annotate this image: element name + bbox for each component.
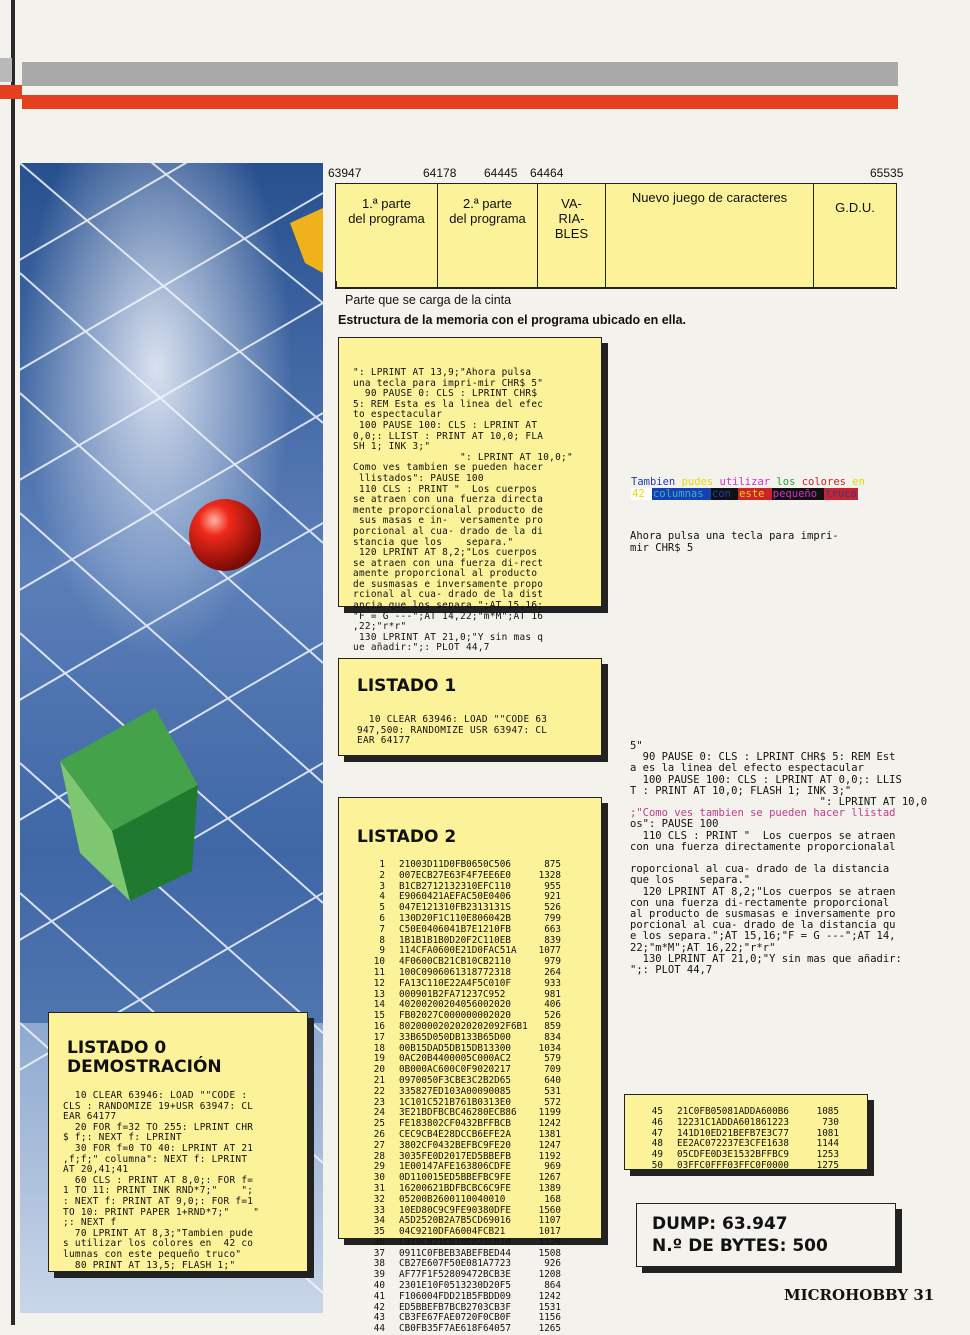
line-number: 45	[651, 1106, 663, 1117]
printer-line: con una fuerza di-rectamente proporcional	[630, 896, 890, 909]
listing-row	[635, 1118, 839, 1129]
listing-row	[357, 979, 561, 990]
hex-data: A5D2520B2A7B5CD69016	[399, 1215, 511, 1227]
coloured-word: con	[711, 488, 738, 500]
byte-count: N.º DE BYTES: 500	[652, 1236, 828, 1256]
line-number: 31	[373, 1182, 385, 1194]
printer-line: al producto de susmasas e inversamente pro	[630, 908, 896, 921]
code-listing-text: ": LPRINT AT 13,9;"Ahora pulsa una tecla para impri-mir CHR$ 5" 90 PAUSE 0: CLS : LPRINT CHR$ 5: REM Esta es la linea del efec to espectacular 100 PAUSE 100: CLS : LPRINT AT 0,0;: LLIST : PRINT AT 10,0; FLA SH 1; INK 3;" ": LPRINT AT 10,0;" Como ves tambien se pueden hacer llistados": PAUSE 100 110 CLS : PRINT " Los cuerpos se atraen con una fuerza directa mente proporcionalal producto de sus masas e in- versamente pro porcional al cua- drado de la di stancia que los separa." 120 LPRINT AT 8,2;"Los cuerpos se atraen con una fuerza di-rect amente proporcional al producto de susmasas e inversamente propo rcional al cua- drado de la dist ancia que los separa.";AT 15,16; "F = G ---";AT 14,22;"m*M";AT 16 ,22;"r*r" 130 LPRINT AT 21,0;"Y sin mas q ue añadir:";: PLOT 44,7	[353, 367, 573, 654]
line-number: 21	[373, 1074, 385, 1086]
cell-label: del programa	[449, 211, 526, 226]
checksum: 1253	[816, 1149, 839, 1161]
hex-data: 00B15DAD5DB15DB13300	[399, 1042, 511, 1054]
hex-data: 100C0906061318772318	[399, 966, 511, 978]
hex-data: 21003D11D0FB0650C506	[399, 859, 511, 870]
dump-info-box	[636, 1203, 896, 1267]
line-number: 50	[651, 1159, 663, 1171]
hex-data: 33B65D050DB133B65D00	[399, 1031, 511, 1043]
cell-label: del programa	[348, 211, 425, 226]
printer-output	[630, 741, 950, 976]
checksum: 1328	[538, 869, 561, 881]
address-4: 64464	[530, 166, 564, 180]
memory-cell-variables	[538, 184, 606, 288]
address-end: 65535	[870, 166, 904, 180]
dump-address: DUMP: 63.947	[652, 1214, 788, 1234]
checksum: 1129	[538, 1236, 561, 1248]
checksum: 1017	[538, 1226, 561, 1238]
listing-row	[635, 1161, 839, 1172]
printer-line: 120 LPRINT AT 8,2;"Los cuerpos se atraen	[630, 885, 896, 898]
checksum: 1107	[538, 1215, 561, 1227]
line-number: 7	[379, 923, 385, 935]
checksum: 406	[544, 999, 561, 1011]
checksum: 1389	[538, 1182, 561, 1194]
checksum: 640	[544, 1074, 561, 1086]
checksum: 1144	[816, 1138, 839, 1150]
printer-line: porcional al cua- drado de la distancia qu	[630, 919, 896, 932]
colour-demo-output	[631, 476, 931, 500]
coloured-word: truco	[825, 488, 857, 500]
listado-2-box	[338, 797, 602, 1335]
line-number: 49	[651, 1149, 663, 1161]
hex-data: EE2AC072237E3CFE1638	[677, 1138, 789, 1150]
line-number: 48	[651, 1138, 663, 1150]
line-number: 34	[373, 1215, 385, 1227]
checksum: 839	[544, 934, 561, 946]
coloured-word: pudes	[681, 476, 720, 488]
coloured-word: columnas	[652, 488, 710, 500]
checksum: 799	[544, 912, 561, 924]
checksum: 1381	[538, 1128, 561, 1140]
line-number: 19	[373, 1053, 385, 1065]
header-grey-bar	[22, 62, 898, 86]
hex-data: E9060421AEFAC50E0406	[399, 891, 511, 903]
checksum: 1034	[538, 1042, 561, 1054]
hex-data: AF77F1F52809472BCB3E	[399, 1269, 511, 1281]
checksum: 1081	[816, 1127, 839, 1139]
checksum: 526	[544, 1010, 561, 1022]
line-number: 30	[373, 1172, 385, 1184]
line-number: 3	[379, 880, 385, 892]
hex-data: 0AC20B4400005C000AC2	[399, 1053, 511, 1065]
checksum: 663	[544, 923, 561, 935]
line-number: 42	[373, 1301, 385, 1313]
hex-data: 141D10ED21BEFB7E3C77	[677, 1127, 789, 1139]
checksum: 1242	[538, 1118, 561, 1130]
line-number: 5	[379, 902, 385, 914]
listing-row	[357, 871, 561, 882]
hex-data: FE183802CF0432BFFBCB	[399, 1118, 511, 1130]
printer-line: T : PRINT AT 10,0; FLASH 1; INK 3;"	[630, 784, 852, 797]
checksum: 834	[544, 1031, 561, 1043]
coloured-word: colores	[801, 476, 853, 488]
hex-data: 40200200204056002020	[399, 999, 511, 1011]
checksum: 579	[544, 1053, 561, 1065]
hex-data: CB27E607F50E081A7723	[399, 1258, 511, 1270]
checksum: 1085	[816, 1106, 839, 1117]
printer-line: 130 LPRINT AT 21,0;"Y sin mas que añadir:	[630, 952, 902, 965]
checksum: 526	[544, 902, 561, 914]
loaded-part-caption: Parte que se carga de la cinta	[345, 293, 512, 307]
hex-data: 3E21BDFBCBC46280ECB86	[399, 1107, 517, 1119]
checksum: 709	[544, 1064, 561, 1076]
cell-label: 2.ª parte	[463, 196, 512, 211]
listado-1-box	[338, 658, 602, 756]
header-red-bar	[22, 95, 898, 109]
line-number: 16	[373, 1020, 385, 1032]
line-number: 27	[373, 1139, 385, 1151]
line-number: 8	[379, 934, 385, 946]
listado-0-code: 10 CLEAR 63946: LOAD ""CODE : CLS : RANDOMIZE 19+USR 63947: CL EAR 64177 20 FOR f=32 TO 255: LPRINT CHR $ f;: NEXT f: LPRINT 30 FOR f=0 TO 40: LPRINT AT 21 ,f;f;" columna": NEXT f: LPRINT AT 20,41;41 60 CLS : PRINT AT 8,0;: FOR f= 1 TO 11: PRINT INK RND*7;" "; : NEXT f: PRINT AT 9,0;: FOR f=1 TO 10: PRINT PAPER 1+RND*7;" " ;: NEXT f 70 LPRINT AT 8,3;"Tambien pude s utilizar los colores en 42 co lumnas con este pequeño truco" 80 PRINT AT 13,5; FLASH 1;"	[63, 1090, 260, 1271]
line-number: 9	[379, 945, 385, 957]
line-number: 38	[373, 1258, 385, 1270]
checksum: 1265	[538, 1323, 561, 1335]
hex-data: 2301E10F0513230D20F5	[399, 1280, 511, 1292]
line-number: 35	[373, 1226, 385, 1238]
listing-row	[357, 1324, 561, 1335]
checksum: 926	[544, 1258, 561, 1270]
hex-data: 05CDFE0D3E1532BFFBC9	[677, 1149, 789, 1161]
prompt-output: Ahora pulsa una tecla para impri- mir CHR$ 5	[630, 530, 839, 554]
hex-data: 10ED80C9C9FE90380DFE	[399, 1204, 511, 1216]
hex-data: 05200B2600110040010	[399, 1193, 506, 1205]
hex-data: 114CFA0600E21D0FAC51A	[399, 945, 517, 957]
line-number: 2	[379, 869, 385, 881]
coloured-word: en	[852, 476, 865, 488]
checksum: 730	[822, 1116, 839, 1128]
line-number: 24	[373, 1107, 385, 1119]
coloured-word: los	[776, 476, 802, 488]
listing-row	[357, 1195, 561, 1206]
code-continuation-box	[338, 337, 602, 654]
memory-cell-charset	[606, 184, 814, 288]
page-footer: MICROHOBBY 31	[784, 1286, 935, 1304]
listing-row	[357, 1141, 561, 1152]
checksum: 969	[544, 1161, 561, 1173]
checksum: 531	[544, 1085, 561, 1097]
checksum: 859	[544, 1020, 561, 1032]
printer-line: roporcional al cua- drado de la distancia	[630, 863, 890, 876]
checksum: 955	[544, 880, 561, 892]
line-number: 36	[373, 1236, 385, 1248]
line-number: 4	[379, 891, 385, 903]
line-number: 15	[373, 1010, 385, 1022]
checksum: 1192	[538, 1150, 561, 1162]
printer-line: ;"Como ves tambien se pueden hacer llistad	[630, 807, 896, 820]
dump-table	[635, 1107, 839, 1172]
printer-line: 90 PAUSE 0: CLS : LPRINT CHR$ 5: REM Est	[630, 751, 896, 764]
hex-data: ED5BBEFB7BCB2703CB3F	[399, 1301, 511, 1313]
checksum: 1208	[538, 1269, 561, 1281]
line-number: 47	[651, 1127, 663, 1139]
printer-line: os": PAUSE 100	[630, 818, 719, 831]
checksum: 1275	[816, 1159, 839, 1171]
checksum: 1531	[538, 1301, 561, 1313]
cell-label: BLES	[554, 226, 589, 241]
memory-cell-part1	[336, 184, 438, 288]
line-number: 39	[373, 1269, 385, 1281]
checksum: 933	[544, 977, 561, 989]
checksum: 875	[544, 859, 561, 870]
checksum: 264	[544, 966, 561, 978]
page-edge-rule	[11, 0, 15, 1325]
listado-0-box	[48, 1012, 308, 1272]
line-number: 29	[373, 1161, 385, 1173]
edge-red-block	[0, 85, 22, 99]
listing-row	[357, 925, 561, 936]
hex-data: 007ECB27E63F4F7EE6E0	[399, 869, 511, 881]
line-number: 22	[373, 1085, 385, 1097]
memory-cell-part2	[438, 184, 538, 288]
line-number: 14	[373, 999, 385, 1011]
line-number: 25	[373, 1118, 385, 1130]
line-number: 43	[373, 1312, 385, 1324]
coloured-word: pequeño	[772, 488, 824, 500]
printer-line: que los separa."	[630, 874, 751, 887]
cell-label: RIA-	[558, 211, 585, 226]
loaded-part-bracket-tick	[335, 281, 337, 289]
hex-data: 047E121310FB2313131S	[399, 902, 511, 914]
listado-2-title: LISTADO 2	[357, 827, 457, 847]
checksum: 1560	[538, 1204, 561, 1216]
hex-data: 12231C1ADDA601861223	[677, 1116, 789, 1128]
hex-data: 0D110015ED5BBEFBC9FE	[399, 1172, 511, 1184]
checksum: 168	[544, 1193, 561, 1205]
listado-1-title: LISTADO 1	[357, 676, 457, 696]
edge-grey-block	[0, 58, 12, 82]
coloured-word: utilizar	[719, 476, 777, 488]
listing-row	[357, 1033, 561, 1044]
hex-data: 8020000202020202092F6B1	[399, 1020, 528, 1032]
hex-data: 130D20F1C110E806042B	[399, 912, 511, 924]
coloured-word: este	[739, 488, 771, 500]
printer-line: a es la linea del efecto espectacular	[630, 762, 864, 775]
hex-data: 1B1B1B1B0D20F2C110EB	[399, 934, 511, 946]
hex-data: 1C101C521B761B0313E0	[399, 1096, 511, 1108]
hex-data: C50E0406041B7E1210FB	[399, 923, 511, 935]
hex-data: 04C9210DFA6004FCB21	[399, 1226, 506, 1238]
printer-line: 5"	[630, 740, 643, 752]
hex-data: 03FFC0FFF03FFC0F0000	[677, 1159, 789, 1171]
cell-label: G.D.U.	[835, 200, 875, 215]
hex-data: CB3FE67FAE0720F0CB0F	[399, 1312, 511, 1324]
line-number: 11	[373, 966, 385, 978]
memory-cell-udg	[814, 184, 896, 288]
coloured-word: Tambien	[631, 476, 682, 488]
checksum: 981	[544, 988, 561, 1000]
line-number: 44	[373, 1323, 385, 1335]
printer-line: con una fuerza directamente proporcionalal	[630, 840, 896, 853]
printer-line: 100 PAUSE 100: CLS : LPRINT AT 0,0;: LLIS	[630, 773, 902, 786]
line-number: 10	[373, 956, 385, 968]
line-number: 13	[373, 988, 385, 1000]
memory-map-caption: Estructura de la memoria con el programa ubicado en ella.	[338, 313, 687, 327]
line-number: 17	[373, 1031, 385, 1043]
hex-data: 3802CF0432BEFBC9FE20	[399, 1139, 511, 1151]
hex-data: CB0FB35F7AE618F64057	[399, 1323, 511, 1335]
hex-data: 0B000AC600C0F9020217	[399, 1064, 511, 1076]
printer-line: e los separa.";AT 15,16;"F = G ---";AT 14,	[630, 930, 896, 943]
coloured-word: 42	[632, 488, 651, 500]
line-number: 26	[373, 1128, 385, 1140]
listado-1-code: 10 CLEAR 63946: LOAD ""CODE 63 947,500: RANDOMIZE USR 63947: CL EAR 64177	[357, 714, 548, 747]
cell-label: 1.ª parte	[362, 196, 411, 211]
dump-continuation-box	[624, 1094, 868, 1170]
listado-0-title: LISTADO 0	[67, 1038, 167, 1058]
line-number: 37	[373, 1247, 385, 1259]
checksum: 1156	[538, 1312, 561, 1324]
hex-data: 1E00147AFE163806CDFE	[399, 1161, 511, 1173]
line-number: 28	[373, 1150, 385, 1162]
checksum: 1267	[538, 1172, 561, 1184]
listing-row	[357, 1087, 561, 1098]
line-number: 46	[651, 1116, 663, 1128]
address-start: 63947	[328, 166, 362, 180]
line-number: 23	[373, 1096, 385, 1108]
printer-line: ";: PLOT 44,7	[630, 964, 713, 977]
line-number: 18	[373, 1042, 385, 1054]
line-number: 1	[379, 859, 385, 870]
listado-0-subtitle: DEMOSTRACIÓN	[67, 1057, 222, 1077]
hex-data: F106004FDD21B5FBDD09	[399, 1290, 511, 1302]
hex-data: B1CB2712132310EFC110	[399, 880, 511, 892]
address-2: 64178	[423, 166, 457, 180]
hex-data: 0970050F3CBE3C2B2D65	[399, 1074, 511, 1086]
checksum: 921	[544, 891, 561, 903]
line-number: 32	[373, 1193, 385, 1205]
checksum: 572	[544, 1096, 561, 1108]
hex-data: 3035FE0D2017ED5BBEFB	[399, 1150, 511, 1162]
colour-demo-line-1	[631, 476, 931, 488]
hex-data: 21C0FB05081ADDA600B6	[677, 1106, 789, 1117]
hex-data: FA13C110E22A4F5C010F	[399, 977, 511, 989]
line-number: 12	[373, 977, 385, 989]
checksum: 1247	[538, 1139, 561, 1151]
listado-2-table	[357, 860, 561, 1335]
hex-data: 4F0600CB21CB10CB2110	[399, 956, 511, 968]
line-number: 20	[373, 1064, 385, 1076]
checksum: 1242	[538, 1290, 561, 1302]
checksum: 1077	[538, 945, 561, 957]
cell-label: Nuevo juego de caracteres	[631, 190, 788, 205]
hex-data: CEC9CB4E28DCCB6EFE2A	[399, 1128, 511, 1140]
cell-label: VA-	[561, 196, 582, 211]
checksum: 864	[544, 1280, 561, 1292]
line-number: 41	[373, 1290, 385, 1302]
line-number: 33	[373, 1204, 385, 1216]
printer-line: 110 CLS : PRINT " Los cuerpos se atraen	[630, 829, 896, 842]
hex-data: 000901B2FA71237C952	[399, 988, 506, 1000]
hex-data: 16200621BDFBCBC6C9FE	[399, 1182, 511, 1194]
memory-map-diagram	[335, 183, 897, 289]
hex-data: 335827ED103A00090085	[399, 1085, 511, 1097]
line-number: 40	[373, 1280, 385, 1292]
hex-data: CB10CB21CB10CB21CB10	[399, 1236, 511, 1248]
checksum: 979	[544, 956, 561, 968]
colour-demo-line-2	[631, 488, 931, 500]
checksum: 1508	[538, 1247, 561, 1259]
line-number: 6	[379, 912, 385, 924]
loaded-part-bracket	[335, 287, 895, 289]
printer-line: 22;"m*M";AT 16,22;"r*r"	[630, 941, 776, 954]
printer-line: ": LPRINT AT 10,0	[630, 796, 928, 809]
checksum: 1199	[538, 1107, 561, 1119]
hex-data: FB02027C000000002020	[399, 1010, 511, 1022]
hex-data: 0911C0FBEB3ABEFBED44	[399, 1247, 511, 1259]
address-3: 64445	[484, 166, 518, 180]
